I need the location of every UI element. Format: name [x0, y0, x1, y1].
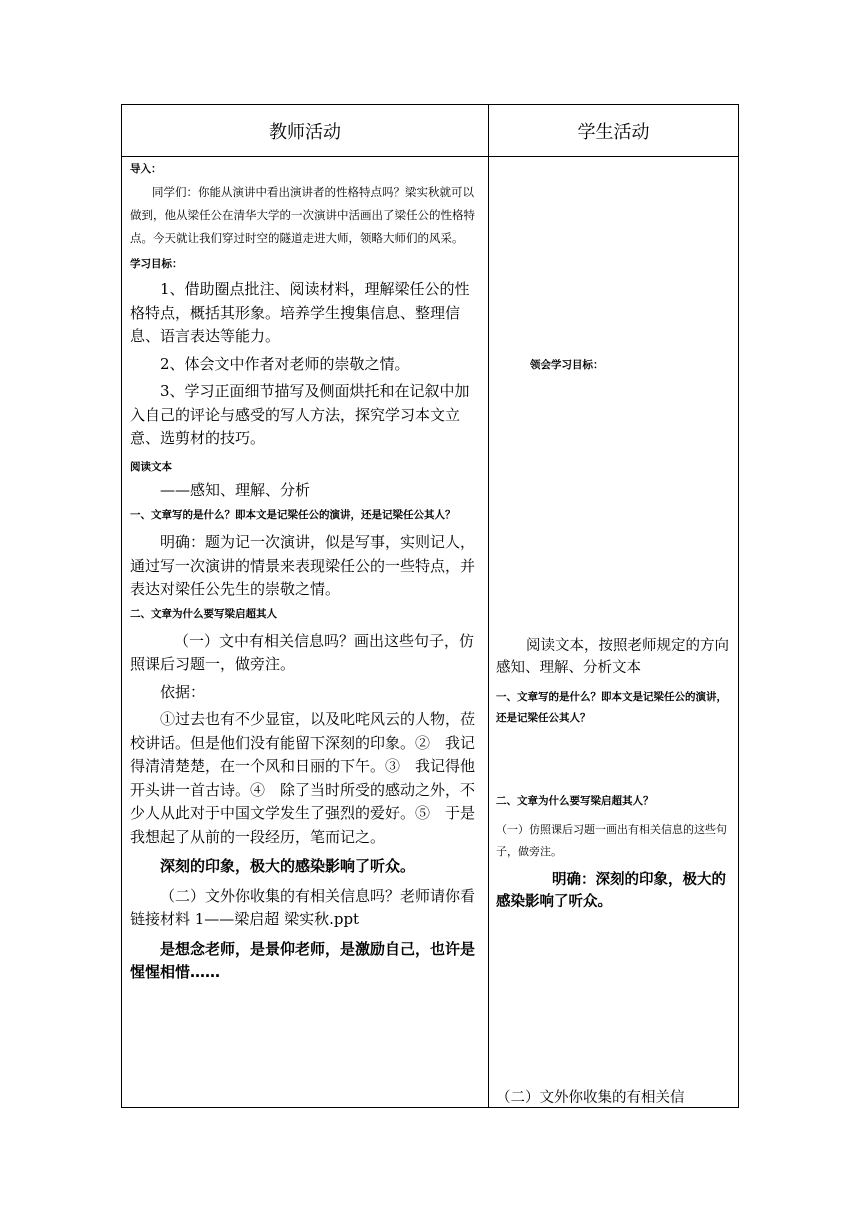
conclusion-2: 是想念老师，是景仰老师，是激励自己，也许是惺惺相惜…… [130, 939, 476, 981]
intro-text: 同学们：你能从演讲中看出演讲者的性格特点吗？梁实秋就可以做到，他从梁任公在清华大学的一次演讲中活画出了梁任公的性格特点。今天就让我们穿过时空的隧道走进大师，领略大师们的风采。 [130, 185, 475, 245]
subquestion-2: （二）文外你收集的有相关信息吗？老师请你看链接材料 1——梁启超 梁实秋.ppt [130, 886, 476, 928]
student-answer: 明确：深刻的印象，极大的感染影响了听众。 [496, 872, 726, 910]
header-student-activity: 学生活动 [577, 121, 650, 143]
header-teacher-activity: 教师活动 [269, 121, 341, 143]
goal-1: 1、借助圈点批注、阅读材料，理解梁任公的性格特点，概括其形象。培养学生搜集信息、整理信息、语言表达等能力。 [130, 280, 470, 345]
goal-2: 2、体会文中作者对老师的崇敬之情。 [160, 354, 410, 373]
conclusion-1: 深刻的印象，极大的感染影响了听众。 [160, 857, 416, 875]
student-question-1: 一、文章写的是什么？即本文是记梁任公的演讲，还是记梁任公其人？ [496, 691, 727, 724]
header-divider [122, 156, 738, 157]
student-goals: 领会学习目标： [530, 359, 604, 371]
goal-3: 3、学习正面细节描写及侧面烘托和在记叙中加入自己的评论与感受的写人方法，探究学习本文立意、选剪材的技巧。 [130, 382, 470, 447]
answer-1: 明确：题为记一次演讲，似是写事，实则记人，通过写一次演讲的情景来表现梁任公的一些特点，并表达对梁任公先生的崇敬之情。 [130, 533, 476, 598]
student-subquestion-2: （二）文外你收集的有相关信 [496, 1090, 685, 1106]
student-subquestion-1: （一）仿照课后习题一画出有相关信息的这些句子，做旁注。 [496, 823, 727, 858]
lesson-table [121, 104, 739, 1108]
basis-label: 依据： [160, 682, 206, 701]
evidence-list: ①过去也有不少显宦，以及叱咤风云的人物，莅校讲话。但是他们没有能留下深刻的印象。② 我记得清清楚楚，在一个风和日丽的下午。③ 我记得他开头讲一首古诗。④ 除了当时所受的感动之外，不少人从此对于中国文学发生了强烈的爱好。⑤ 于是我想起了从前的一段经历，笔而记之。 [130, 710, 476, 846]
question-2: 二、文章为什么要写梁启超其人 [130, 607, 277, 620]
student-reading: 阅读文本，按照老师规定的方向感知、理解、分析文本 [496, 638, 729, 676]
question-1: 一、文章写的是什么？即本文是记梁任公的演讲，还是记梁任公其人？ [130, 509, 456, 521]
subquestion-1: （一）文中有相关信息吗？画出这些句子，仿照课后习题一，做旁注。 [130, 631, 475, 673]
student-question-2: 二、文章为什么要写梁启超其人？ [496, 795, 654, 807]
column-divider [488, 105, 489, 1107]
reading-heading: 阅读文本 [130, 460, 172, 473]
teacher-column [130, 161, 482, 985]
goals-heading: 学习目标： [130, 258, 183, 270]
intro-heading: 导入： [130, 163, 162, 175]
reading-subheading: ——感知、理解、分析 [160, 480, 311, 499]
